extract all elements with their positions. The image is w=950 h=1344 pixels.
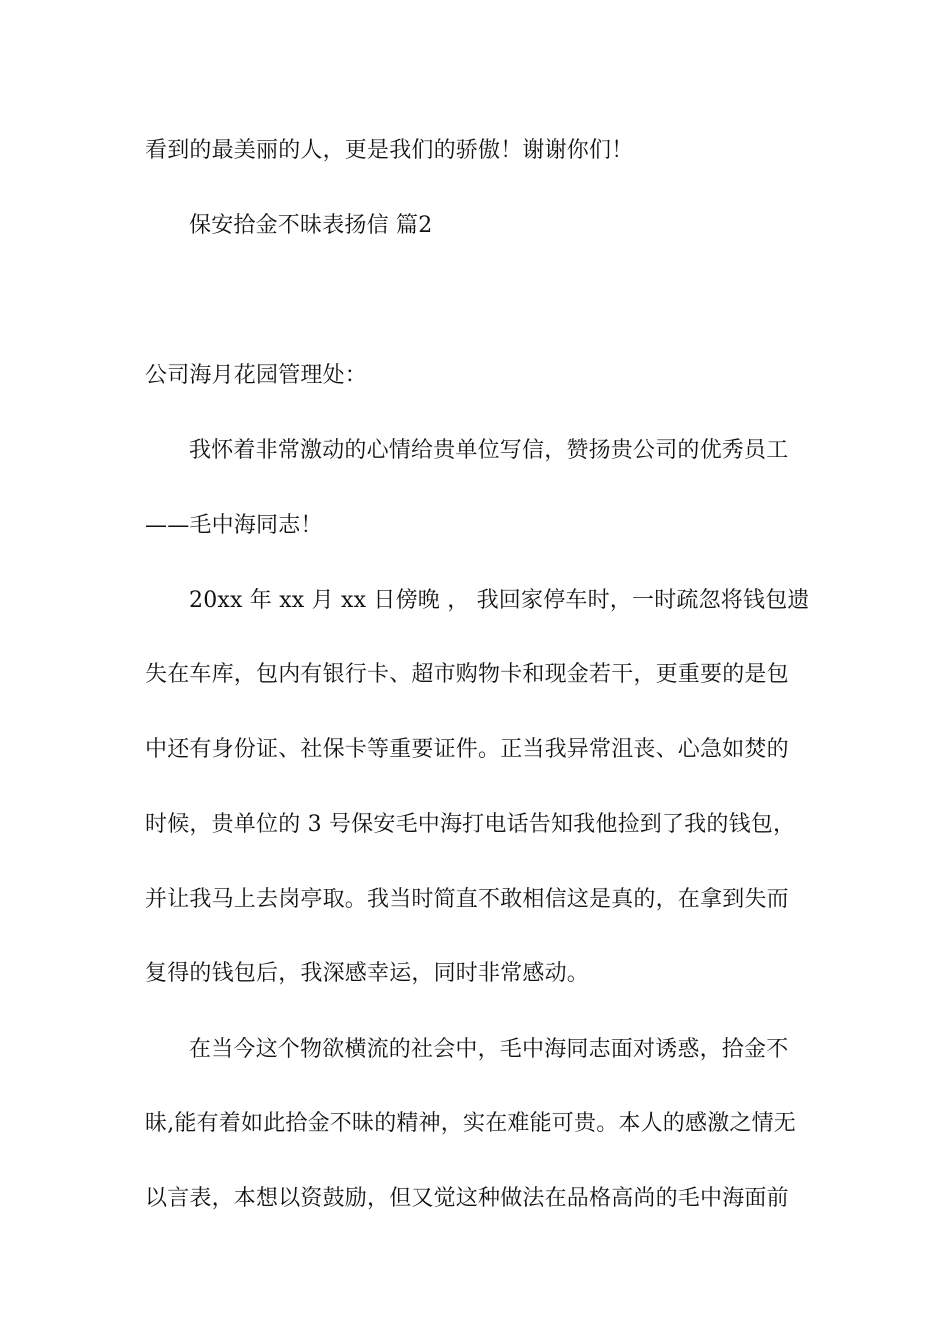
paragraph-2-line-2: 失在车库，包内有银行卡、超市购物卡和现金若干，更重要的是包 xyxy=(145,662,789,687)
section-heading: 保安拾金不昧表扬信 篇2 xyxy=(189,213,433,238)
paragraph-2-line-5: 并让我马上去岗亭取。我当时简直不敢相信这是真的，在拿到失而 xyxy=(145,887,789,912)
paragraph-1-line-1: 我怀着非常激动的心情给贵单位写信，赞扬贵公司的优秀员工 xyxy=(189,438,789,463)
paragraph-2-line-6: 复得的钱包后，我深感幸运，同时非常感动。 xyxy=(145,961,590,986)
salutation: 公司海月花园管理处： xyxy=(145,363,368,388)
paragraph-3-line-3: 以言表，本想以资鼓励，但又觉这种做法在品格高尚的毛中海面前 xyxy=(145,1186,789,1211)
paragraph-3-line-1: 在当今这个物欲横流的社会中，毛中海同志面对诱惑，拾金不 xyxy=(189,1037,789,1062)
paragraph-3-line-2: 昧,能有着如此拾金不昧的精神，实在难能可贵。本人的感激之情无 xyxy=(145,1111,796,1136)
text-line-continuation: 看到的最美丽的人，更是我们的骄傲！谢谢你们！ xyxy=(145,138,634,163)
paragraph-1-line-2: ——毛中海同志！ xyxy=(145,513,323,538)
paragraph-2-line-1: 20xx 年 xx 月 xx 日傍晚 ， 我回家停车时，一时疏忽将钱包遗 xyxy=(189,588,810,613)
paragraph-2-line-3: 中还有身份证、社保卡等重要证件。正当我异常沮丧、心急如焚的 xyxy=(145,737,789,762)
paragraph-2-line-4: 时候，贵单位的 3 号保安毛中海打电话告知我他捡到了我的钱包， xyxy=(145,812,796,837)
